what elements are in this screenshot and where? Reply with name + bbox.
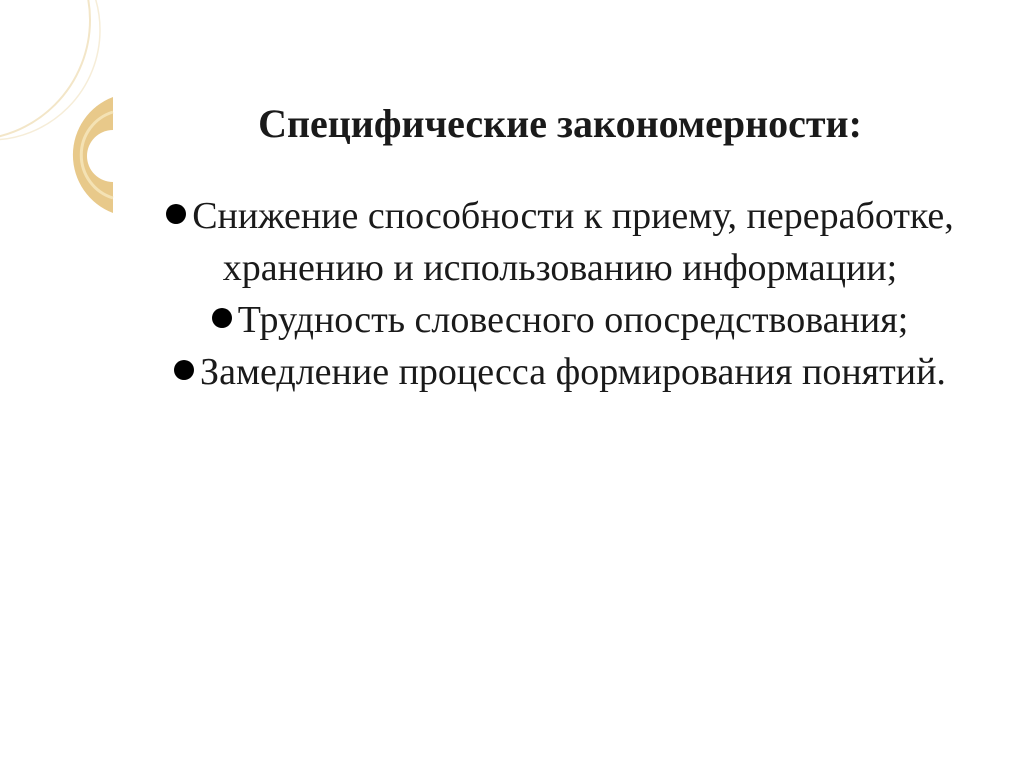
bullet-list: [150, 190, 970, 398]
slide-title: Специфические закономерности:: [258, 101, 862, 146]
list-item: [150, 190, 970, 294]
bullet-text: Трудность словесного опосредствования;: [237, 299, 909, 341]
bullet-text: Снижение способности к приему, переработке, хранению и использованию информации;: [192, 195, 954, 289]
bullet-text: Замедление процесса формирования понятий.: [200, 351, 946, 393]
slide-content: [150, 95, 970, 398]
list-item: [150, 294, 970, 346]
bullet-icon: [174, 360, 194, 380]
list-item: [150, 346, 970, 398]
bullet-icon: [212, 308, 232, 328]
bullet-icon: [166, 204, 186, 224]
